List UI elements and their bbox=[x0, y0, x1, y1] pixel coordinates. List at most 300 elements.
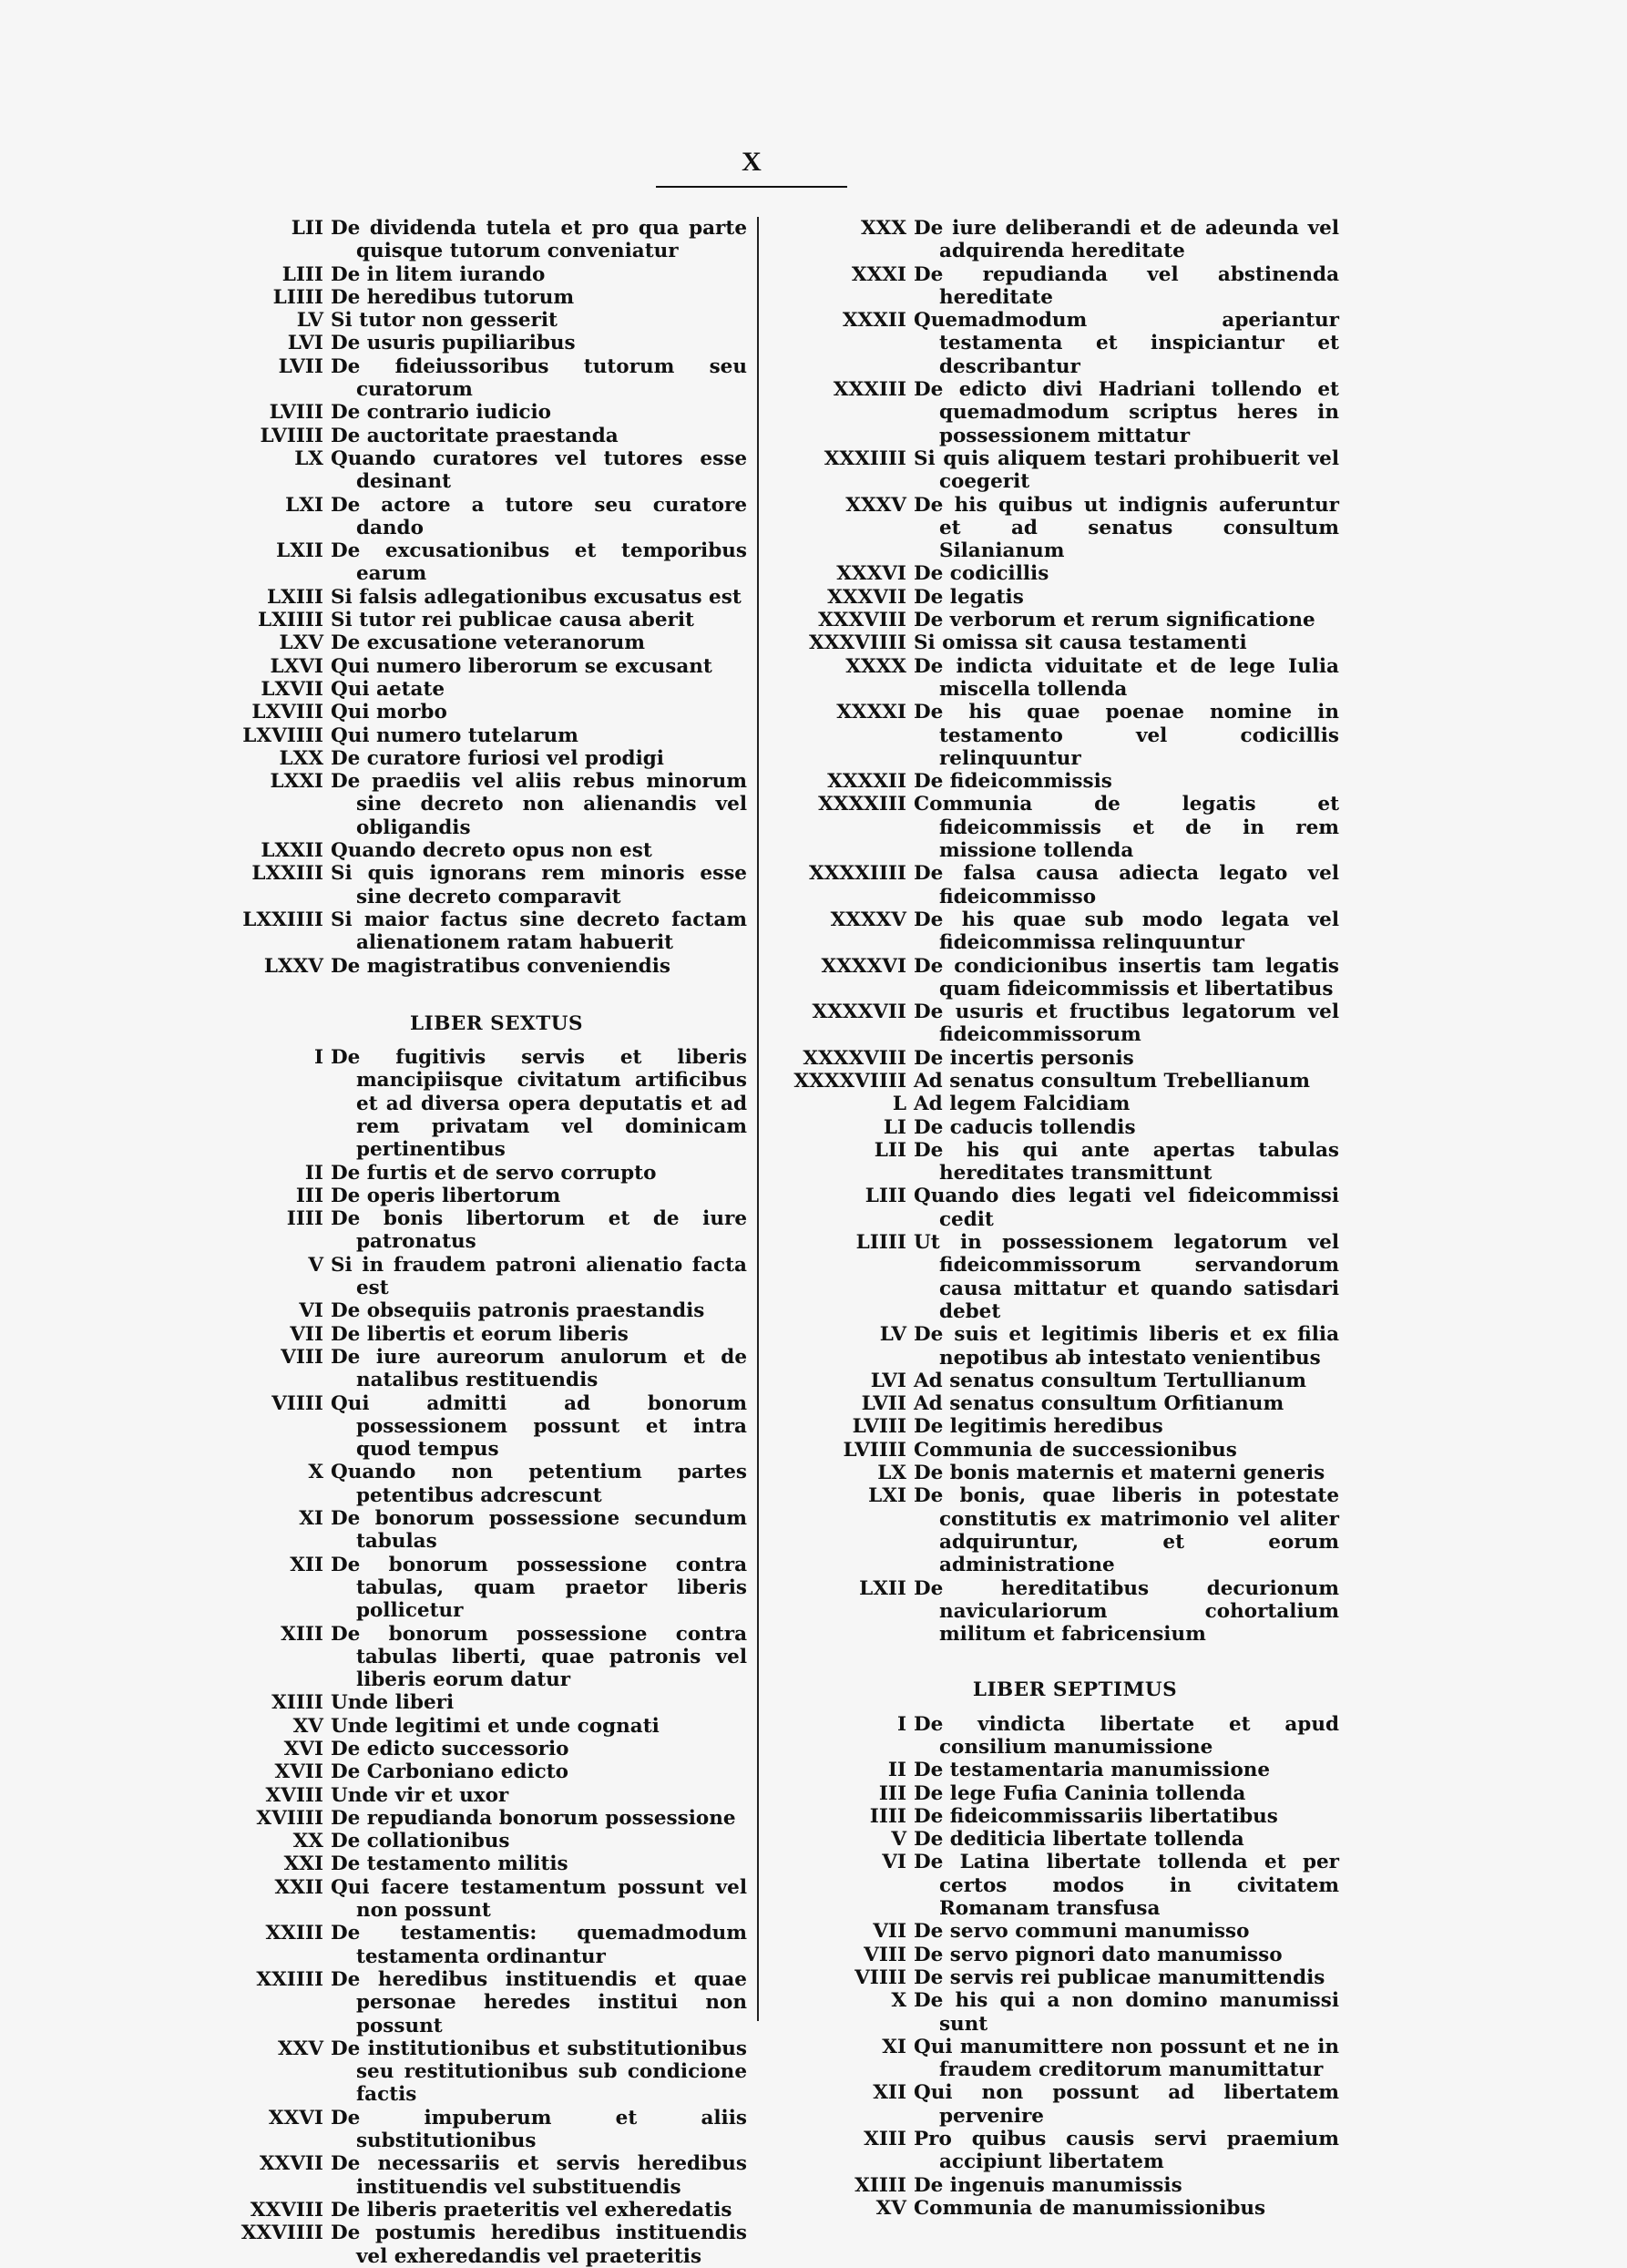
toc-entry-number: XVI bbox=[283, 1738, 323, 1760]
toc-entry-number: LVIIII bbox=[260, 424, 323, 447]
toc-entry-title: De praediis vel aliis rebus minorum sine decreto non alienandis vel obligandis bbox=[331, 770, 747, 839]
toc-entry-number: XIIII bbox=[854, 2173, 906, 2197]
toc-entry bbox=[210, 1392, 747, 1462]
toc-entry bbox=[210, 332, 747, 354]
toc-entry-number: XVIII bbox=[265, 1783, 323, 1807]
toc-entry bbox=[210, 701, 747, 724]
toc-entry-number: LVI bbox=[870, 1369, 906, 1392]
toc-entry-number: LII bbox=[874, 1138, 906, 1162]
toc-entry bbox=[774, 609, 1339, 631]
toc-entry-title: De furtis et de servo corrupto bbox=[331, 1161, 657, 1185]
toc-entry-number: XXXXV bbox=[830, 908, 906, 931]
toc-entry-title: De verborum et rerum significatione bbox=[914, 609, 1315, 632]
toc-entry-number: L bbox=[892, 1093, 906, 1116]
toc-entry-title: De liberis praeteritis vel exheredatis bbox=[331, 2198, 732, 2222]
right-column bbox=[774, 217, 1339, 2220]
toc-entry-title: De vindicta libertate et apud consilium manumissione bbox=[914, 1712, 1339, 1759]
toc-entry bbox=[210, 1784, 747, 1807]
toc-entry-number: XXXVIII bbox=[818, 609, 906, 632]
toc-entry-number: LI bbox=[883, 1115, 906, 1139]
toc-entry bbox=[774, 655, 1339, 702]
toc-entry-title: De magistratibus conveniendis bbox=[331, 954, 670, 978]
toc-entry bbox=[210, 908, 747, 955]
toc-entry-number: LV bbox=[296, 309, 323, 333]
toc-entry-number: XXXXII bbox=[827, 770, 906, 794]
toc-entry-number: LVII bbox=[861, 1392, 906, 1416]
toc-entry-number: XVII bbox=[274, 1760, 323, 1784]
toc-entry-number: XV bbox=[875, 2196, 906, 2220]
toc-entry-title: Qui facere testamentum possunt vel non possunt bbox=[331, 1875, 747, 1923]
toc-entry bbox=[774, 378, 1339, 447]
toc-entry-title: De fideicommissariis libertatibus bbox=[914, 1804, 1278, 1828]
toc-entry bbox=[210, 401, 747, 424]
toc-entry-number: XV bbox=[292, 1714, 323, 1738]
toc-entry-number: XXI bbox=[283, 1852, 323, 1876]
toc-entry-title: Si quis aliquem testari prohibuerit vel coegerit bbox=[914, 446, 1339, 494]
toc-entry bbox=[210, 425, 747, 447]
toc-entry bbox=[210, 1715, 747, 1738]
toc-entry-title: De iure aureorum anulorum et de natalibus restituendis bbox=[331, 1345, 747, 1392]
toc-entry-number: XXXXVIII bbox=[803, 1046, 906, 1070]
toc-entry-number: XXII bbox=[274, 1875, 323, 1899]
toc-entry bbox=[774, 1231, 1339, 1323]
book-heading-liber-sextus: LIBER SEXTUS bbox=[410, 1011, 583, 1035]
toc-entry bbox=[774, 309, 1339, 378]
toc-entry-title: Pro quibus causis servi praemium accipiunt libertatem bbox=[914, 2128, 1339, 2174]
toc-entry-title: De condicionibus insertis tam legatis quam fideicommissis et libertatibus bbox=[914, 954, 1339, 1001]
toc-entry-title: De libertis et eorum liberis bbox=[331, 1322, 629, 1346]
toc-entry-title: Unde liberi bbox=[331, 1691, 455, 1715]
toc-entry-number: LXXIII bbox=[251, 862, 323, 886]
toc-entry bbox=[210, 1876, 747, 1923]
toc-list bbox=[774, 217, 1339, 1646]
toc-entry bbox=[774, 1944, 1339, 1966]
toc-entry-number: III bbox=[878, 1781, 906, 1805]
toc-entry bbox=[774, 1989, 1339, 2036]
toc-entry-title: De operis libertorum bbox=[331, 1184, 561, 1207]
toc-entry-number: XXV bbox=[277, 2037, 323, 2060]
toc-entry bbox=[774, 1462, 1339, 1484]
toc-list bbox=[774, 1713, 1339, 2221]
toc-entry-title: De auctoritate praestanda bbox=[331, 424, 619, 447]
toc-entry-number: LVI bbox=[287, 332, 323, 355]
toc-entry-number: LXXIIII bbox=[242, 908, 323, 931]
toc-entry-number: LXXI bbox=[270, 770, 323, 794]
toc-entry bbox=[774, 1370, 1339, 1392]
toc-entry-number: LIIII bbox=[272, 285, 323, 309]
toc-entry-number: XXXXVI bbox=[821, 954, 906, 978]
toc-list bbox=[210, 1046, 747, 2268]
toc-entry bbox=[774, 1577, 1339, 1647]
toc-entry-title: Quemadmodum aperiantur testamenta et inspiciantur et describantur bbox=[914, 309, 1339, 378]
toc-entry bbox=[774, 447, 1339, 494]
toc-entry bbox=[774, 908, 1339, 955]
toc-entry bbox=[210, 1254, 747, 1300]
toc-entry-number: X bbox=[308, 1461, 323, 1484]
toc-entry-number: XIIII bbox=[271, 1691, 323, 1715]
toc-entry bbox=[210, 1852, 747, 1875]
toc-entry bbox=[210, 1207, 747, 1254]
toc-entry bbox=[210, 747, 747, 770]
toc-entry-number: XI bbox=[882, 2035, 906, 2058]
toc-entry-title: De usuris pupiliaribus bbox=[331, 332, 576, 355]
toc-entry-title: De testamentis: quemadmodum testamenta ordinantur bbox=[331, 1922, 747, 1968]
page-number-rule bbox=[656, 186, 847, 188]
toc-entry-number: X bbox=[891, 1989, 906, 2013]
toc-entry-number: XXX bbox=[860, 217, 906, 240]
toc-entry-number: LXXV bbox=[263, 954, 323, 978]
toc-entry-number: XIII bbox=[281, 1622, 323, 1646]
toc-entry bbox=[210, 609, 747, 631]
toc-entry bbox=[774, 701, 1339, 770]
toc-entry-title: De lege Fufia Caninia tollenda bbox=[914, 1781, 1246, 1805]
toc-entry-number: XXXXI bbox=[836, 701, 906, 724]
toc-entry-title: De institutionibus et substitutionibus seu restitutionibus sub condicione factis bbox=[331, 2037, 747, 2107]
toc-entry bbox=[210, 839, 747, 862]
toc-entry-title: De dividenda tutela et pro qua parte quisque tutorum conveniatur bbox=[331, 217, 747, 263]
toc-entry-title: De contrario iudicio bbox=[331, 401, 551, 425]
toc-entry-title: De falsa causa adiecta legato vel fideicommisso bbox=[914, 862, 1339, 908]
toc-entry-title: De actore a tutore seu curatore dando bbox=[331, 493, 747, 539]
toc-entry-number: LVIIII bbox=[843, 1438, 906, 1462]
toc-entry-title: De fideiussoribus tutorum seu curatorum bbox=[331, 354, 747, 402]
toc-entry-number: IIII bbox=[286, 1207, 323, 1231]
toc-entry bbox=[210, 1299, 747, 1322]
toc-entry-title: De obsequiis patronis praestandis bbox=[331, 1299, 705, 1323]
toc-entry bbox=[210, 1323, 747, 1346]
toc-entry-title: De dediticia libertate tollenda bbox=[914, 1828, 1244, 1852]
toc-entry-number: XXXX bbox=[845, 654, 906, 678]
toc-entry-title: De indicta viduitate et de lege Iulia miscella tollenda bbox=[914, 654, 1339, 701]
toc-entry-title: Quando decreto opus non est bbox=[331, 839, 652, 863]
toc-entry bbox=[210, 1623, 747, 1692]
toc-entry-title: Unde vir et uxor bbox=[331, 1783, 509, 1807]
toc-entry-number: LXVIII bbox=[251, 701, 323, 724]
toc-entry-number: VIIII bbox=[854, 1965, 906, 1989]
toc-entry-number: II bbox=[304, 1161, 323, 1185]
toc-entry-number: XXXIII bbox=[833, 378, 906, 402]
toc-entry-number: XVIIII bbox=[256, 1806, 323, 1830]
toc-entry-title: De testamentaria manumissione bbox=[914, 1759, 1271, 1782]
toc-entry-number: VII bbox=[873, 1920, 906, 1944]
toc-entry bbox=[210, 309, 747, 332]
toc-entry bbox=[774, 631, 1339, 654]
toc-entry-title: De fideicommissis bbox=[914, 770, 1112, 794]
toc-entry bbox=[774, 1323, 1339, 1370]
toc-entry-number: XI bbox=[299, 1507, 323, 1531]
toc-entry-title: De his quibus ut indignis auferuntur et ad senatus consultum Silanianum bbox=[914, 493, 1339, 563]
toc-entry-title: Ad senatus consultum Trebellianum bbox=[914, 1069, 1311, 1093]
toc-entry-title: De necessariis et servis heredibus instituendis vel substituendis bbox=[331, 2152, 747, 2199]
toc-entry-number: LXX bbox=[279, 746, 323, 770]
toc-entry bbox=[210, 1346, 747, 1392]
toc-entry-number: III bbox=[295, 1184, 323, 1207]
toc-entry bbox=[774, 1782, 1339, 1805]
toc-entry bbox=[210, 447, 747, 494]
toc-entry bbox=[210, 955, 747, 978]
toc-entry-number: LXIIII bbox=[257, 609, 323, 632]
toc-entry-title: De Latina libertate tollenda et per certos modos in civitatem Romanam transfusa bbox=[914, 1851, 1339, 1921]
toc-entry-number: XXXII bbox=[842, 309, 906, 333]
toc-entry-title: De edicto successorio bbox=[331, 1738, 569, 1760]
toc-entry-number: LXVII bbox=[261, 677, 323, 701]
toc-entry-number: XII bbox=[873, 2081, 906, 2105]
toc-entry bbox=[774, 1139, 1339, 1185]
toc-entry bbox=[774, 1828, 1339, 1851]
toc-entry-number: LXVI bbox=[270, 654, 323, 678]
toc-entry bbox=[774, 586, 1339, 609]
toc-entry-number: LXXII bbox=[261, 839, 323, 863]
toc-entry bbox=[210, 655, 747, 678]
toc-entry bbox=[210, 862, 747, 908]
toc-entry-title: Si in fraudem patroni alienatio facta est bbox=[331, 1253, 747, 1300]
toc-entry-number: XXXV bbox=[845, 493, 906, 517]
toc-entry-title: De postumis heredibus instituendis vel exheredandis vel praeteritis bbox=[331, 2222, 747, 2268]
toc-entry-title: Qui non possunt ad libertatem pervenire bbox=[914, 2081, 1339, 2128]
toc-entry bbox=[774, 793, 1339, 862]
toc-entry-title: Quando dies legati vel fideicommissi cedit bbox=[914, 1185, 1339, 1231]
toc-entry-title: Ad senatus consultum Orfitianum bbox=[914, 1392, 1284, 1416]
toc-entry-number: XXIII bbox=[265, 1922, 323, 1945]
toc-entry bbox=[774, 1805, 1339, 1828]
toc-entry bbox=[210, 2222, 747, 2268]
toc-entry-number: LIII bbox=[865, 1185, 906, 1208]
toc-entry bbox=[774, 1759, 1339, 1781]
toc-entry-number: XXXVIIII bbox=[809, 631, 906, 655]
toc-entry-number: VIIII bbox=[271, 1391, 323, 1415]
toc-entry bbox=[774, 1439, 1339, 1462]
toc-entry bbox=[774, 1713, 1339, 1760]
toc-entry bbox=[774, 1966, 1339, 1989]
toc-entry-number: XIII bbox=[864, 2128, 906, 2151]
toc-entry-title: De fugitivis servis et liberis mancipiisque civitatum artificibus et ad diversa opera deputatis et ad rem privatam vel dominicam pertinentibus bbox=[331, 1046, 747, 1162]
toc-entry-title: Communia de manumissionibus bbox=[914, 2196, 1266, 2220]
toc-entry bbox=[774, 263, 1339, 310]
toc-entry bbox=[774, 955, 1339, 1001]
toc-entry bbox=[210, 770, 747, 839]
toc-entry-number: VI bbox=[882, 1851, 906, 1874]
toc-entry-title: Si quis ignorans rem minoris esse sine decreto comparavit bbox=[331, 862, 747, 908]
toc-entry-title: De codicillis bbox=[914, 562, 1049, 586]
toc-entry-title: De his quae sub modo legata vel fideicommissa relinquuntur bbox=[914, 908, 1339, 955]
toc-entry-title: Qui manumittere non possunt et ne in fraudem creditorum manumittatur bbox=[914, 2035, 1339, 2082]
toc-entry-title: Ad legem Falcidiam bbox=[914, 1093, 1131, 1116]
toc-entry-title: De repudianda vel abstinenda hereditate bbox=[914, 262, 1339, 309]
toc-entry-number: XXVI bbox=[268, 2106, 323, 2129]
toc-entry bbox=[210, 1046, 747, 1161]
toc-entry-number: LII bbox=[291, 217, 323, 240]
toc-entry-title: Quando non petentium partes petentibus adcrescunt bbox=[331, 1461, 747, 1507]
toc-entry bbox=[210, 494, 747, 540]
toc-entry-title: De heredibus instituendis et quae personae heredes institui non possunt bbox=[331, 1967, 747, 2037]
toc-entry-title: Communia de legatis et fideicommissis et de in rem missione tollenda bbox=[914, 793, 1339, 863]
toc-entry-title: De legitimis heredibus bbox=[914, 1415, 1163, 1439]
toc-entry-title: De excusatione veteranorum bbox=[331, 631, 646, 655]
toc-entry bbox=[210, 263, 747, 286]
toc-entry bbox=[210, 1968, 747, 2037]
toc-entry-number: XXXVII bbox=[827, 585, 906, 609]
toc-entry-number: XXXIIII bbox=[824, 446, 906, 470]
toc-entry-number: XXXXIII bbox=[818, 793, 906, 816]
toc-entry-title: Communia de successionibus bbox=[914, 1438, 1237, 1462]
toc-entry bbox=[774, 1415, 1339, 1438]
toc-entry-number: LIIII bbox=[855, 1231, 906, 1255]
toc-entry bbox=[774, 1484, 1339, 1576]
toc-entry-title: Si tutor rei publicae causa aberit bbox=[331, 609, 694, 632]
toc-entry bbox=[210, 2152, 747, 2199]
toc-entry-title: De excusationibus et temporibus earum bbox=[331, 539, 747, 586]
toc-entry bbox=[210, 1760, 747, 1783]
toc-entry-number: XXXXIIII bbox=[809, 862, 906, 886]
toc-entry-number: LXII bbox=[859, 1576, 906, 1600]
toc-entry-number: XXVIII bbox=[250, 2198, 323, 2222]
toc-entry bbox=[774, 1070, 1339, 1093]
toc-entry-number: LVIII bbox=[269, 401, 323, 425]
toc-entry bbox=[774, 2174, 1339, 2197]
toc-entry-title: De his qui a non domino manumissi sunt bbox=[914, 1989, 1339, 2036]
toc-entry bbox=[774, 2081, 1339, 2128]
toc-entry-title: Qui admitti ad bonorum possessionem possunt et intra quod tempus bbox=[331, 1391, 747, 1462]
toc-entry bbox=[210, 286, 747, 309]
toc-entry-number: LV bbox=[879, 1323, 906, 1347]
toc-entry-title: De Carboniano edicto bbox=[331, 1760, 568, 1784]
toc-entry bbox=[210, 1554, 747, 1623]
toc-entry-number: LVIII bbox=[852, 1415, 906, 1439]
toc-entry bbox=[210, 631, 747, 654]
toc-entry-title: De incertis personis bbox=[914, 1046, 1134, 1070]
toc-entry bbox=[210, 2107, 747, 2153]
toc-entry-number: V bbox=[891, 1828, 906, 1852]
toc-entry-number: LX bbox=[294, 446, 323, 470]
toc-entry-title: De his quae poenae nomine in testamento vel codicillis relinquuntur bbox=[914, 701, 1339, 770]
toc-entry-title: Si tutor non gesserit bbox=[331, 309, 558, 333]
toc-entry-title: De collationibus bbox=[331, 1830, 510, 1853]
toc-entry-title: De bonorum possessione secundum tabulas bbox=[331, 1507, 747, 1554]
left-column bbox=[210, 217, 747, 2268]
toc-entry bbox=[774, 1920, 1339, 1943]
toc-entry-title: Qui numero tutelarum bbox=[331, 724, 578, 747]
toc-entry bbox=[774, 2197, 1339, 2220]
toc-entry-number: I bbox=[896, 1712, 906, 1736]
toc-entry-title: De curatore furiosi vel prodigi bbox=[331, 746, 664, 770]
toc-entry bbox=[774, 494, 1339, 563]
toc-entry-title: Unde legitimi et unde cognati bbox=[331, 1714, 660, 1738]
toc-entry-title: De hereditatibus decurionum naviculariorum cohortalium militum et fabricensium bbox=[914, 1576, 1339, 1647]
column-divider bbox=[757, 217, 759, 2021]
toc-entry-title: Ad senatus consultum Tertullianum bbox=[914, 1369, 1307, 1392]
toc-entry-title: De iure deliberandi et de adeunda vel adquirenda hereditate bbox=[914, 217, 1339, 263]
toc-entry-title: De servis rei publicae manumittendis bbox=[914, 1965, 1325, 1989]
toc-entry-title: De his qui ante apertas tabulas hereditates transmittunt bbox=[914, 1138, 1339, 1185]
toc-entry bbox=[774, 1851, 1339, 1920]
toc-entry bbox=[774, 217, 1339, 263]
toc-entry-number: VIII bbox=[864, 1943, 906, 1966]
toc-entry bbox=[210, 2199, 747, 2222]
toc-entry bbox=[210, 586, 747, 609]
toc-entry-title: De bonis libertorum et de iure patronatus bbox=[331, 1207, 747, 1254]
toc-entry bbox=[774, 1047, 1339, 1070]
toc-entry bbox=[210, 1162, 747, 1185]
toc-entry-number: XX bbox=[292, 1830, 323, 1853]
toc-entry-number: LXVIIII bbox=[242, 724, 323, 747]
toc-entry-title: De heredibus tutorum bbox=[331, 285, 575, 309]
toc-entry-title: De in litem iurando bbox=[331, 262, 546, 286]
toc-entry-number: I bbox=[313, 1046, 323, 1070]
toc-entry-title: De suis et legitimis liberis et ex filia nepotibus ab intestato venientibus bbox=[914, 1323, 1339, 1370]
toc-entry bbox=[774, 1392, 1339, 1415]
toc-entry bbox=[210, 355, 747, 402]
toc-entry-title: De ingenuis manumissis bbox=[914, 2173, 1182, 2197]
toc-entry-title: De repudianda bonorum possessione bbox=[331, 1806, 736, 1830]
toc-entry-number: XXXI bbox=[851, 262, 906, 286]
toc-entry-number: XXXXVII bbox=[812, 1001, 906, 1024]
toc-entry-title: De bonorum possessione contra tabulas, quam praetor liberis pollicetur bbox=[331, 1553, 747, 1623]
toc-entry-title: Qui numero liberorum se excusant bbox=[331, 654, 712, 678]
toc-entry bbox=[210, 1830, 747, 1852]
toc-entry bbox=[210, 678, 747, 701]
toc-entry bbox=[210, 1461, 747, 1507]
toc-entry bbox=[210, 1507, 747, 1554]
toc-entry-number: VIII bbox=[281, 1345, 323, 1369]
toc-entry bbox=[210, 2037, 747, 2107]
toc-entry-title: De impuberum et aliis substitutionibus bbox=[331, 2106, 747, 2153]
toc-entry-number: LXI bbox=[285, 493, 323, 517]
toc-list bbox=[210, 217, 747, 978]
toc-entry bbox=[774, 1185, 1339, 1231]
toc-entry-number: LXV bbox=[279, 631, 323, 655]
toc-entry-title: De legatis bbox=[914, 585, 1024, 609]
toc-entry bbox=[774, 2036, 1339, 2082]
toc-entry-title: De caducis tollendis bbox=[914, 1115, 1136, 1139]
toc-entry bbox=[210, 539, 747, 586]
toc-entry-title: Si falsis adlegationibus excusatus est bbox=[331, 585, 742, 609]
toc-entry-number: XXXXVIIII bbox=[793, 1069, 906, 1093]
toc-entry-number: VI bbox=[299, 1299, 323, 1323]
toc-entry-title: De bonorum possessione contra tabulas liberti, quae patronis vel liberis eorum datur bbox=[331, 1622, 747, 1692]
toc-entry bbox=[774, 770, 1339, 793]
toc-entry-number: LXI bbox=[868, 1484, 906, 1508]
toc-entry-title: De servo communi manumisso bbox=[914, 1920, 1250, 1944]
toc-entry-title: De bonis, quae liberis in potestate constitutis ex matrimonio vel aliter adquiruntur, et eorum administratione bbox=[914, 1484, 1339, 1577]
toc-entry bbox=[210, 1185, 747, 1207]
toc-entry-title: Si omissa sit causa testamenti bbox=[914, 631, 1247, 655]
toc-entry bbox=[210, 1807, 747, 1830]
toc-entry-number: XXXVI bbox=[836, 562, 906, 586]
toc-entry bbox=[210, 217, 747, 263]
book-heading-liber-septimus: LIBER SEPTIMUS bbox=[972, 1678, 1178, 1702]
toc-entry-number: LXIII bbox=[267, 585, 323, 609]
toc-entry-title: Qui morbo bbox=[331, 701, 447, 724]
toc-entry bbox=[210, 724, 747, 747]
toc-entry-title: De testamento militis bbox=[331, 1852, 568, 1876]
toc-entry bbox=[774, 1116, 1339, 1139]
toc-entry-title: De servo pignori dato manumisso bbox=[914, 1943, 1283, 1966]
toc-entry bbox=[210, 1691, 747, 1714]
toc-entry-number: XXVIIII bbox=[240, 2222, 323, 2245]
toc-entry-title: De edicto divi Hadriani tollendo et quemadmodum scriptus heres in possessionem mittatur bbox=[914, 378, 1339, 447]
toc-entry-number: XXVII bbox=[259, 2152, 323, 2176]
toc-entry bbox=[774, 2128, 1339, 2174]
toc-entry-title: Si maior factus sine decreto factam alienationem ratam habuerit bbox=[331, 908, 747, 955]
toc-entry-number: V bbox=[308, 1253, 323, 1277]
toc-entry-title: Ut in possessionem legatorum vel fideicommissorum servandorum causa mittatur et quando satisdari debet bbox=[914, 1231, 1339, 1323]
toc-entry-title: Quando curatores vel tutores esse desinant bbox=[331, 446, 747, 494]
toc-entry-number: XII bbox=[290, 1553, 323, 1576]
toc-entry bbox=[210, 1738, 747, 1760]
toc-entry-number: VII bbox=[290, 1322, 323, 1346]
toc-entry-number: XXIIII bbox=[256, 1967, 323, 1991]
toc-entry-title: De bonis maternis et materni generis bbox=[914, 1462, 1325, 1485]
